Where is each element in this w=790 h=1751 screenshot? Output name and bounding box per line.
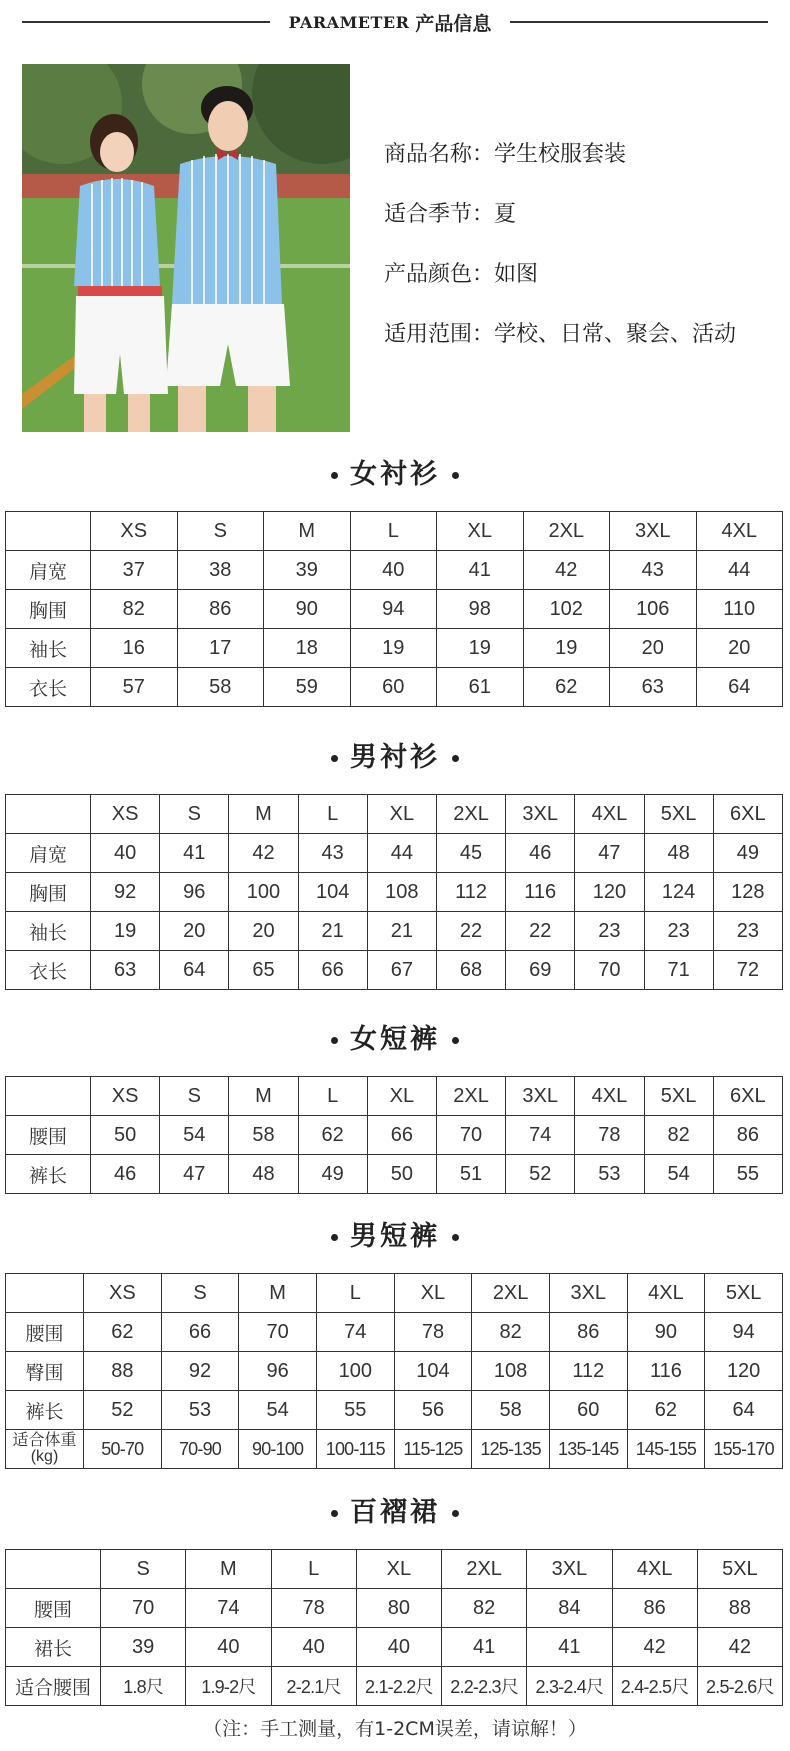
cell: 50-70 xyxy=(84,1430,162,1469)
size-table-womens-shirt xyxy=(5,511,783,707)
cell: 44 xyxy=(696,551,783,590)
cell: 49 xyxy=(298,1155,367,1194)
table-row xyxy=(6,629,783,668)
table-row xyxy=(6,912,783,951)
size-header: 5XL xyxy=(644,795,713,834)
size-header: S xyxy=(160,1077,229,1116)
bullet-dot xyxy=(331,472,338,479)
cell: 2.1-2.2尺 xyxy=(356,1667,441,1706)
cell: 82 xyxy=(442,1589,527,1628)
cell: 120 xyxy=(705,1352,783,1391)
row-label: 肩宽 xyxy=(6,834,91,873)
cell: 70-90 xyxy=(161,1430,239,1469)
cell: 116 xyxy=(627,1352,705,1391)
cell: 60 xyxy=(549,1391,627,1430)
section-title-mens-shirt xyxy=(0,735,790,774)
cell: 43 xyxy=(610,551,697,590)
cell: 125-135 xyxy=(472,1430,550,1469)
size-table-pleated-skirt xyxy=(5,1549,783,1706)
table-row xyxy=(6,1391,783,1430)
cell: 39 xyxy=(264,551,351,590)
row-label: 胸围 xyxy=(6,873,91,912)
info-label: 适合季节： xyxy=(384,202,495,227)
cell: 135-145 xyxy=(549,1430,627,1469)
cell: 67 xyxy=(367,951,436,990)
size-header: 2XL xyxy=(436,795,505,834)
table-row xyxy=(6,1628,783,1667)
bullet-dot xyxy=(331,755,338,762)
cell: 63 xyxy=(91,951,160,990)
cell: 42 xyxy=(612,1628,697,1667)
title-en: PARAMETER xyxy=(288,12,410,32)
size-header: 3XL xyxy=(506,795,575,834)
cell: 106 xyxy=(610,590,697,629)
cell: 42 xyxy=(229,834,298,873)
info-row-color xyxy=(384,250,784,310)
cell: 116 xyxy=(506,873,575,912)
size-header: 3XL xyxy=(506,1077,575,1116)
size-header: XS xyxy=(91,795,160,834)
size-header: 4XL xyxy=(575,795,644,834)
row-label: 肩宽 xyxy=(6,551,91,590)
size-table-mens-shorts xyxy=(5,1273,783,1469)
cell: 124 xyxy=(644,873,713,912)
cell: 100 xyxy=(229,873,298,912)
size-header: L xyxy=(298,795,367,834)
size-header: XL xyxy=(367,1077,436,1116)
cell: 53 xyxy=(575,1155,644,1194)
size-header: 2XL xyxy=(442,1550,527,1589)
cell: 63 xyxy=(610,668,697,707)
size-header: 4XL xyxy=(696,512,783,551)
cell: 80 xyxy=(356,1589,441,1628)
size-header: 2XL xyxy=(472,1274,550,1313)
cell: 98 xyxy=(437,590,524,629)
cell: 23 xyxy=(575,912,644,951)
cell: 96 xyxy=(239,1352,317,1391)
cell: 41 xyxy=(527,1628,612,1667)
cell: 68 xyxy=(436,951,505,990)
cell: 104 xyxy=(394,1352,472,1391)
size-header: 4XL xyxy=(627,1274,705,1313)
row-label: 裤长 xyxy=(6,1391,84,1430)
row-label: 衣长 xyxy=(6,668,91,707)
size-header: 3XL xyxy=(549,1274,627,1313)
size-header: 5XL xyxy=(705,1274,783,1313)
cell: 51 xyxy=(436,1155,505,1194)
cell: 70 xyxy=(575,951,644,990)
header-rule-right xyxy=(510,21,768,23)
bullet-dot xyxy=(331,1037,338,1044)
cell: 69 xyxy=(506,951,575,990)
bullet-dot xyxy=(331,1510,338,1517)
section-title-text: 男衬衫 xyxy=(350,742,440,773)
size-header: L xyxy=(316,1274,394,1313)
size-header: XL xyxy=(367,795,436,834)
cell: 20 xyxy=(229,912,298,951)
cell: 22 xyxy=(506,912,575,951)
cell: 110 xyxy=(696,590,783,629)
size-header: XS xyxy=(91,512,178,551)
size-table-womens-shorts xyxy=(5,1076,783,1194)
cell: 48 xyxy=(644,834,713,873)
cell: 64 xyxy=(696,668,783,707)
cell: 78 xyxy=(575,1116,644,1155)
cell: 2-2.1尺 xyxy=(271,1667,356,1706)
corner-cell xyxy=(6,1274,84,1313)
cell: 59 xyxy=(264,668,351,707)
size-header: M xyxy=(239,1274,317,1313)
cell: 70 xyxy=(101,1589,186,1628)
cell: 115-125 xyxy=(394,1430,472,1469)
row-label: 腰围 xyxy=(6,1116,91,1155)
row-label: 袖长 xyxy=(6,629,91,668)
size-header: M xyxy=(264,512,351,551)
cell: 46 xyxy=(506,834,575,873)
cell: 45 xyxy=(436,834,505,873)
cell: 90-100 xyxy=(239,1430,317,1469)
size-header: 6XL xyxy=(713,1077,782,1116)
cell: 39 xyxy=(101,1628,186,1667)
info-value: 夏 xyxy=(494,202,517,227)
row-label: 裤长 xyxy=(6,1155,91,1194)
size-header: S xyxy=(161,1274,239,1313)
cell: 19 xyxy=(91,912,160,951)
bullet-dot xyxy=(452,472,459,479)
cell: 37 xyxy=(91,551,178,590)
info-label: 商品名称： xyxy=(384,142,495,167)
cell: 66 xyxy=(367,1116,436,1155)
section-title-mens-shorts xyxy=(0,1214,790,1253)
cell: 23 xyxy=(713,912,782,951)
size-header: XL xyxy=(394,1274,472,1313)
row-label: 腰围 xyxy=(6,1313,84,1352)
cell: 92 xyxy=(161,1352,239,1391)
cell: 70 xyxy=(239,1313,317,1352)
info-label: 产品颜色： xyxy=(384,262,495,287)
cell: 16 xyxy=(91,629,178,668)
cell: 38 xyxy=(177,551,264,590)
info-label: 适用范围： xyxy=(384,322,495,347)
cell: 22 xyxy=(436,912,505,951)
row-label: 适合腰围 xyxy=(6,1667,101,1706)
table-header-row xyxy=(6,1274,783,1313)
cell: 112 xyxy=(436,873,505,912)
cell: 40 xyxy=(271,1628,356,1667)
cell: 128 xyxy=(713,873,782,912)
size-header: 3XL xyxy=(610,512,697,551)
cell: 65 xyxy=(229,951,298,990)
measurement-note: （注：手工测量，有1-2CM误差，请谅解！） xyxy=(203,1718,587,1740)
cell: 78 xyxy=(394,1313,472,1352)
cell: 86 xyxy=(612,1589,697,1628)
cell: 60 xyxy=(350,668,437,707)
cell: 96 xyxy=(160,873,229,912)
cell: 20 xyxy=(160,912,229,951)
size-header: L xyxy=(271,1550,356,1589)
row-label: 臀围 xyxy=(6,1352,84,1391)
cell: 50 xyxy=(367,1155,436,1194)
cell: 62 xyxy=(298,1116,367,1155)
cell: 62 xyxy=(627,1391,705,1430)
cell: 155-170 xyxy=(705,1430,783,1469)
cell: 108 xyxy=(472,1352,550,1391)
size-header: 5XL xyxy=(644,1077,713,1116)
corner-cell xyxy=(6,795,91,834)
cell: 41 xyxy=(442,1628,527,1667)
table-row xyxy=(6,1430,783,1469)
cell: 82 xyxy=(472,1313,550,1352)
row-label: 腰围 xyxy=(6,1589,101,1628)
row-label: 适合体重(kg) xyxy=(6,1430,84,1469)
cell: 42 xyxy=(523,551,610,590)
cell: 145-155 xyxy=(627,1430,705,1469)
row-label: 衣长 xyxy=(6,951,91,990)
cell: 23 xyxy=(644,912,713,951)
size-header: S xyxy=(160,795,229,834)
corner-cell xyxy=(6,1077,91,1116)
size-header: XS xyxy=(91,1077,160,1116)
cell: 55 xyxy=(316,1391,394,1430)
cell: 2.3-2.4尺 xyxy=(527,1667,612,1706)
table-row xyxy=(6,668,783,707)
cell: 40 xyxy=(186,1628,271,1667)
cell: 1.8尺 xyxy=(101,1667,186,1706)
bullet-dot xyxy=(331,1234,338,1241)
cell: 82 xyxy=(91,590,178,629)
cell: 64 xyxy=(705,1391,783,1430)
size-header: 6XL xyxy=(713,795,782,834)
row-label: 胸围 xyxy=(6,590,91,629)
table-row xyxy=(6,551,783,590)
table-row xyxy=(6,1313,783,1352)
corner-cell xyxy=(6,1550,101,1589)
header-rule-left xyxy=(22,21,270,23)
cell: 52 xyxy=(506,1155,575,1194)
cell: 54 xyxy=(160,1116,229,1155)
cell: 100-115 xyxy=(316,1430,394,1469)
size-header: 3XL xyxy=(527,1550,612,1589)
cell: 2.5-2.6尺 xyxy=(697,1667,782,1706)
cell: 52 xyxy=(84,1391,162,1430)
bullet-dot xyxy=(452,755,459,762)
cell: 2.2-2.3尺 xyxy=(442,1667,527,1706)
size-header: 4XL xyxy=(612,1550,697,1589)
section-title-pleated-skirt xyxy=(0,1490,790,1529)
cell: 108 xyxy=(367,873,436,912)
row-label: 袖长 xyxy=(6,912,91,951)
cell: 48 xyxy=(229,1155,298,1194)
cell: 54 xyxy=(239,1391,317,1430)
corner-cell xyxy=(6,512,91,551)
cell: 56 xyxy=(394,1391,472,1430)
bullet-dot xyxy=(452,1510,459,1517)
table-row xyxy=(6,951,783,990)
section-title-text: 百褶裙 xyxy=(350,1497,440,1528)
cell: 47 xyxy=(575,834,644,873)
cell: 62 xyxy=(84,1313,162,1352)
cell: 58 xyxy=(472,1391,550,1430)
cell: 120 xyxy=(575,873,644,912)
cell: 84 xyxy=(527,1589,612,1628)
cell: 94 xyxy=(705,1313,783,1352)
cell: 94 xyxy=(350,590,437,629)
size-header: 5XL xyxy=(697,1550,782,1589)
size-header: M xyxy=(229,1077,298,1116)
cell: 86 xyxy=(713,1116,782,1155)
table-row xyxy=(6,590,783,629)
info-row-usage xyxy=(384,310,784,370)
page-title xyxy=(275,8,505,36)
cell: 66 xyxy=(161,1313,239,1352)
cell: 21 xyxy=(298,912,367,951)
cell: 42 xyxy=(697,1628,782,1667)
cell: 104 xyxy=(298,873,367,912)
table-row xyxy=(6,1589,783,1628)
size-header: 2XL xyxy=(523,512,610,551)
cell: 74 xyxy=(186,1589,271,1628)
cell: 40 xyxy=(356,1628,441,1667)
info-value: 如图 xyxy=(494,262,539,287)
cell: 86 xyxy=(549,1313,627,1352)
cell: 47 xyxy=(160,1155,229,1194)
size-header: M xyxy=(186,1550,271,1589)
cell: 1.9-2尺 xyxy=(186,1667,271,1706)
cell: 90 xyxy=(264,590,351,629)
size-header: XS xyxy=(84,1274,162,1313)
cell: 2.4-2.5尺 xyxy=(612,1667,697,1706)
cell: 78 xyxy=(271,1589,356,1628)
info-row-season xyxy=(384,190,784,250)
size-header: L xyxy=(298,1077,367,1116)
cell: 58 xyxy=(229,1116,298,1155)
cell: 54 xyxy=(644,1155,713,1194)
cell: 40 xyxy=(91,834,160,873)
table-row xyxy=(6,834,783,873)
bullet-dot xyxy=(452,1234,459,1241)
cell: 49 xyxy=(713,834,782,873)
cell: 17 xyxy=(177,629,264,668)
cell: 19 xyxy=(437,629,524,668)
section-title-text: 女衬衫 xyxy=(350,459,440,490)
size-header: S xyxy=(177,512,264,551)
cell: 44 xyxy=(367,834,436,873)
cell: 102 xyxy=(523,590,610,629)
table-header-row xyxy=(6,1550,783,1589)
table-header-row xyxy=(6,795,783,834)
size-header: XL xyxy=(356,1550,441,1589)
size-header: XL xyxy=(437,512,524,551)
info-row-name xyxy=(384,130,784,190)
cell: 20 xyxy=(696,629,783,668)
table-header-row xyxy=(6,512,783,551)
section-title-womens-shirt xyxy=(0,452,790,491)
cell: 19 xyxy=(350,629,437,668)
product-photo xyxy=(22,64,350,432)
cell: 74 xyxy=(316,1313,394,1352)
cell: 71 xyxy=(644,951,713,990)
info-value: 学校、日常、聚会、活动 xyxy=(494,322,737,347)
section-title-text: 男短裤 xyxy=(350,1221,440,1252)
cell: 55 xyxy=(713,1155,782,1194)
cell: 72 xyxy=(713,951,782,990)
cell: 58 xyxy=(177,668,264,707)
cell: 41 xyxy=(160,834,229,873)
table-row xyxy=(6,1155,783,1194)
cell: 86 xyxy=(177,590,264,629)
table-row xyxy=(6,1667,783,1706)
size-header: 4XL xyxy=(575,1077,644,1116)
cell: 20 xyxy=(610,629,697,668)
size-header: S xyxy=(101,1550,186,1589)
cell: 66 xyxy=(298,951,367,990)
cell: 41 xyxy=(437,551,524,590)
cell: 88 xyxy=(697,1589,782,1628)
cell: 18 xyxy=(264,629,351,668)
cell: 43 xyxy=(298,834,367,873)
title-cn: 产品信息 xyxy=(415,12,492,35)
cell: 21 xyxy=(367,912,436,951)
section-title-womens-shorts xyxy=(0,1017,790,1056)
bullet-dot xyxy=(452,1037,459,1044)
table-row xyxy=(6,1352,783,1391)
size-table-mens-shirt xyxy=(5,794,783,990)
cell: 70 xyxy=(436,1116,505,1155)
cell: 40 xyxy=(350,551,437,590)
table-row xyxy=(6,1116,783,1155)
cell: 92 xyxy=(91,873,160,912)
table-header-row xyxy=(6,1077,783,1116)
section-title-text: 女短裤 xyxy=(350,1024,440,1055)
table-row xyxy=(6,873,783,912)
cell: 64 xyxy=(160,951,229,990)
cell: 88 xyxy=(84,1352,162,1391)
product-info xyxy=(384,130,784,370)
cell: 46 xyxy=(91,1155,160,1194)
size-header: M xyxy=(229,795,298,834)
size-header: L xyxy=(350,512,437,551)
cell: 100 xyxy=(316,1352,394,1391)
cell: 57 xyxy=(91,668,178,707)
info-value: 学生校服套装 xyxy=(494,142,627,167)
cell: 61 xyxy=(437,668,524,707)
cell: 82 xyxy=(644,1116,713,1155)
cell: 53 xyxy=(161,1391,239,1430)
cell: 112 xyxy=(549,1352,627,1391)
cell: 74 xyxy=(506,1116,575,1155)
size-header: 2XL xyxy=(436,1077,505,1116)
cell: 90 xyxy=(627,1313,705,1352)
row-label: 裙长 xyxy=(6,1628,101,1667)
cell: 50 xyxy=(91,1116,160,1155)
cell: 19 xyxy=(523,629,610,668)
cell: 62 xyxy=(523,668,610,707)
